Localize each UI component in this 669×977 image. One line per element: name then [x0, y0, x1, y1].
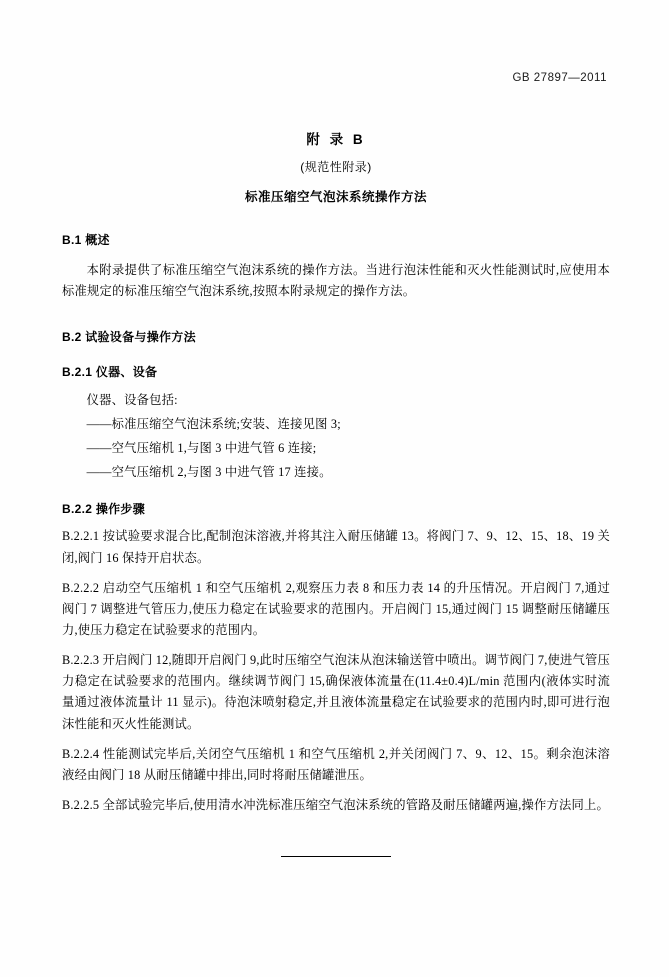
section-b21-item-1: ——标准压缩空气泡沫系统;安装、连接见图 3; [86, 417, 341, 432]
section-b221-paragraph: B.2.2.1 按试验要求混合比,配制泡沫溶液,并将其注入耐压储罐 13。将阀门 7、9、12、15、18、19 关闭,阀门 16 保持开启状态。 [62, 529, 610, 565]
section-b223-paragraph: B.2.2.3 开启阀门 12,随即开启阀门 9,此时压缩空气泡沫从泡沫输送管中喷出。调节阀门 7,使进气管压力稳定在试验要求的范围内。继续调节阀门 15,确保液体流量在(11.4±0.4)L/min 范围内(液体实时流量通过液体流量计 11 显示)。待泡沫喷射稳定,并且液体流量稳定在试验要求的范围内时,即可进行泡沫性能和灭火性能测试。 [62, 653, 610, 731]
section-b225-paragraph: B.2.2.5 全部试验完毕后,使用清水冲洗标准压缩空气泡沫系统的管路及耐压储罐两遍,操作方法同上。 [62, 797, 609, 812]
section-b222-paragraph: B.2.2.2 启动空气压缩机 1 和空气压缩机 2,观察压力表 8 和压力表 14 的升压情况。开启阀门 7,通过阀门 7 调整进气管压力,使压力稳定在试验要求的范围内。开启阀门 15,通过阀门 15 调整耐压储罐压力,使压力稳定在试验要求的范围内。 [62, 580, 610, 637]
section-heading-b1: B.1 概述 [62, 233, 110, 247]
section-b224-paragraph: B.2.2.4 性能测试完毕后,关闭空气压缩机 1 和空气压缩机 2,并关闭阀门 7、9、12、15。剩余泡沫溶液经由阀门 18 从耐压储罐中排出,同时将耐压储罐泄压。 [62, 746, 610, 782]
section-end-rule [281, 856, 391, 857]
section-b21-intro: 仪器、设备包括: [86, 393, 178, 408]
section-b21-item-2: ——空气压缩机 1,与图 3 中进气管 6 连接; [86, 441, 317, 456]
annex-title: 附 录 B [306, 132, 366, 147]
annex-name: 标准压缩空气泡沫系统操作方法 [244, 190, 427, 204]
section-b21-item-3: ——空气压缩机 2,与图 3 中进气管 17 连接。 [86, 464, 332, 479]
section-heading-b22: B.2.2 操作步骤 [62, 502, 146, 517]
document-content [62, 120, 610, 857]
annex-subtitle: (规范性附录) [300, 160, 372, 174]
section-b1-paragraph-1: 本附录提供了标准压缩空气泡沫系统的操作方法。当进行泡沫性能和灭火性能测试时,应使用本标准规定的标准压缩空气泡沫系统,按照本附录规定的操作方法。 [62, 263, 610, 299]
page-header-standard-number: GB 27897—2011 [512, 72, 607, 84]
section-heading-b2: B.2 试验设备与操作方法 [62, 330, 196, 345]
section-heading-b21: B.2.1 仪器、设备 [62, 365, 158, 380]
